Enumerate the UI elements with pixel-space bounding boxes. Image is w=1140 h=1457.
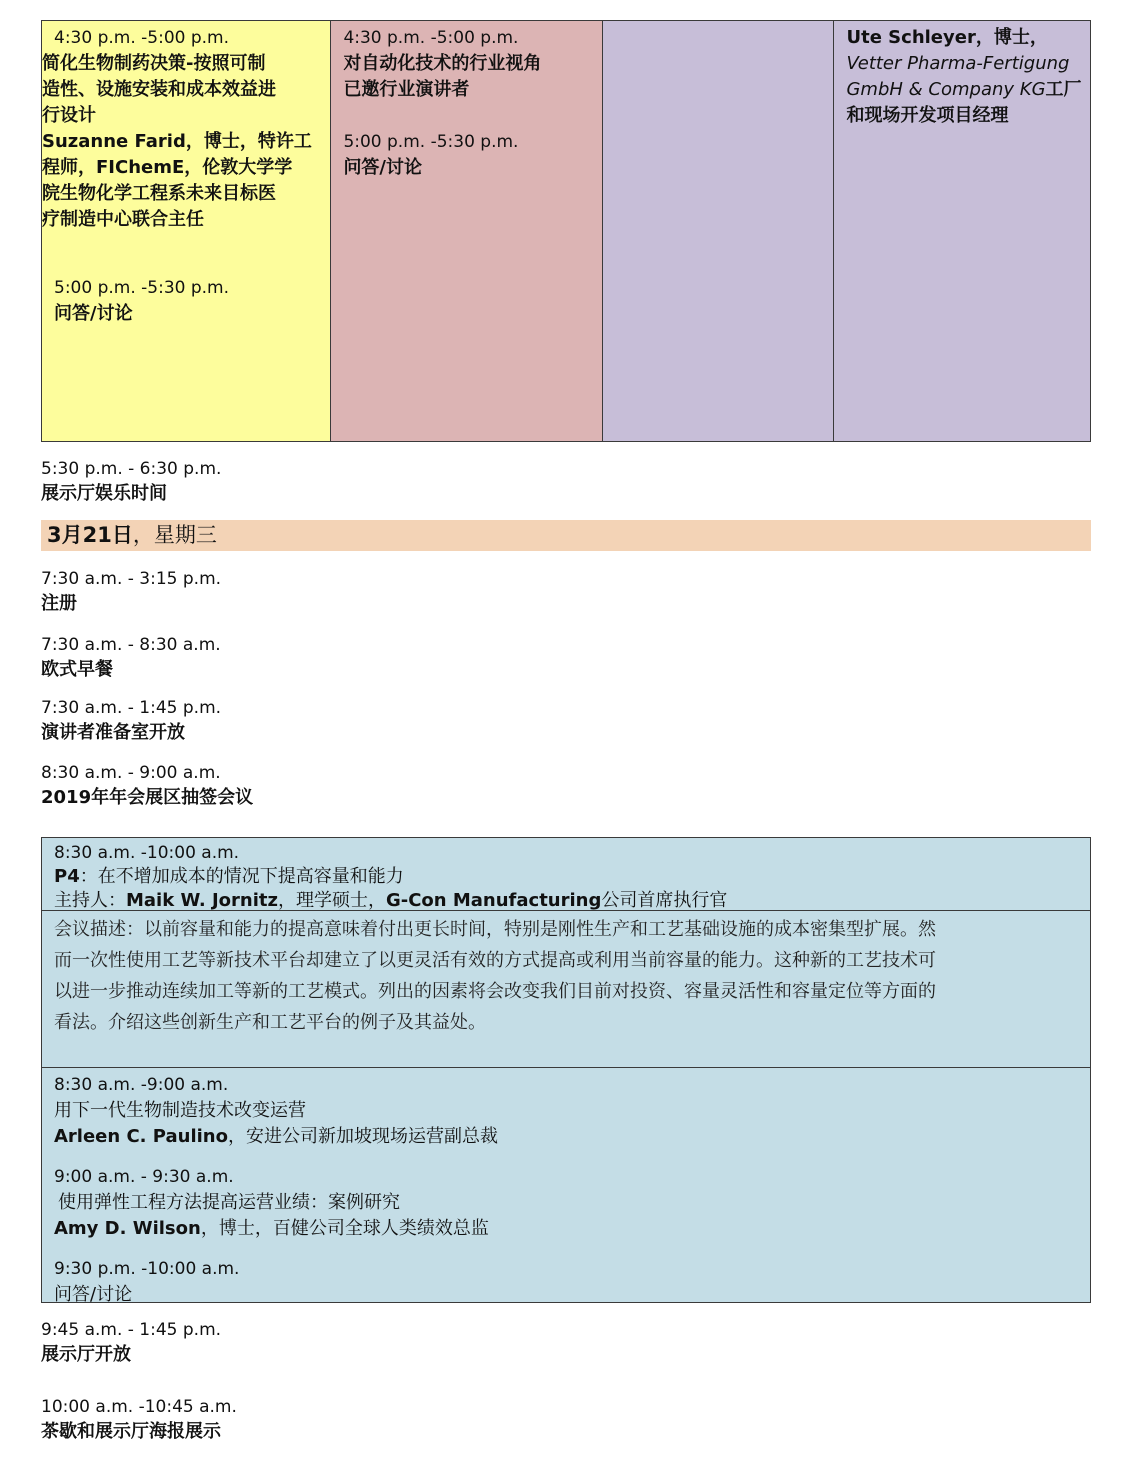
speaker-company: GmbH & Company KG	[846, 79, 1046, 100]
speaker-affiliation: 疗制造中心联合主任	[42, 209, 204, 230]
event-time: 8:30 a.m. - 9:00 a.m.	[41, 763, 221, 783]
speaker-credentials: 程师，	[42, 157, 96, 178]
day-weekday: ，星期三	[132, 523, 217, 547]
talk-item	[54, 1256, 1090, 1308]
qa-time: 5:00 p.m. -5:30 p.m.	[343, 132, 519, 152]
speaker-info: 已邀行业演讲者	[343, 79, 470, 100]
session-header	[42, 838, 1090, 911]
schedule-item	[41, 633, 1091, 683]
speaker-info	[42, 129, 330, 233]
moderator-credentials: ，理学硕士，	[277, 890, 386, 911]
qa-label: 问答/讨论	[54, 303, 133, 324]
talk-item	[54, 1164, 1090, 1242]
speaker-credentials: ，博士，特许工	[185, 131, 312, 152]
talk-title: 对自动化技术的行业视角	[343, 53, 542, 74]
speaker-role: 和现场开发项目经理	[846, 105, 1009, 126]
schedule-item	[41, 761, 1091, 811]
speaker-company-suffix: 工厂	[1045, 79, 1082, 100]
speaker-line	[42, 155, 330, 181]
event-title: 茶歇和展示厅海报展示	[41, 1421, 221, 1442]
talk-title: 使用弹性工程方法提高运营业绩：案例研究	[58, 1192, 400, 1213]
event-title: 注册	[41, 593, 77, 614]
talk-time: 9:00 a.m. - 9:30 a.m.	[54, 1167, 234, 1187]
speaker-affiliation: 院生物化学工程系未来目标医	[42, 183, 276, 204]
day-header	[41, 520, 1091, 551]
talk-title-line: 行设计	[42, 105, 96, 126]
speaker-credentials: ，博士，	[975, 27, 1048, 48]
session-code: P4	[54, 866, 80, 887]
event-title: 2019年年会展区抽签会议	[41, 787, 254, 808]
talk-speaker	[54, 1124, 1090, 1150]
moderator-label: 主持人：	[54, 890, 126, 911]
description-line: 以进一步推动连续加工等新的工艺模式。列出的因素将会改变我们目前对投资、容量灵活性和容量定位等方面的	[54, 981, 936, 1002]
speaker-credentials: FIChemE	[96, 157, 185, 178]
session-time: 8:30 a.m. -10:00 a.m.	[54, 843, 240, 863]
description-line: 而一次性使用工艺等新技术平台却建立了以更灵活有效的方式提高或利用当前容量的能力。这种新的工艺技术可	[54, 950, 936, 971]
description-line: 看法。介绍这些创新生产和工艺平台的例子及其益处。	[54, 1012, 486, 1033]
qa-label: 问答/讨论	[343, 157, 423, 178]
qa-time: 9:30 p.m. -10:00 a.m.	[54, 1259, 240, 1279]
speaker-affiliation: ，安进公司新加坡现场运营副总裁	[227, 1126, 498, 1147]
speaker-line	[42, 129, 330, 155]
schedule-item	[41, 457, 1091, 507]
event-time: 5:30 p.m. - 6:30 p.m.	[41, 459, 222, 479]
session-column-1	[42, 21, 331, 441]
session-title-text: ：在不增加成本的情况下提高容量和能力	[79, 866, 404, 887]
schedule-item	[41, 696, 1091, 746]
speaker-line	[846, 25, 1090, 51]
event-title: 展示厅开放	[41, 1344, 131, 1365]
event-time: 7:30 a.m. - 3:15 p.m.	[41, 569, 222, 589]
speaker-affiliation: ，博士，百健公司全球人类绩效总监	[200, 1218, 489, 1239]
session-column-4	[834, 21, 1090, 441]
session-description	[42, 911, 1090, 1068]
talk-title: 用下一代生物制造技术改变运营	[54, 1100, 306, 1121]
event-title: 展示厅娱乐时间	[41, 483, 167, 504]
schedule-item	[41, 1395, 1091, 1445]
event-time: 7:30 a.m. - 8:30 a.m.	[41, 635, 221, 655]
session-column-2	[331, 21, 603, 441]
description-line: 会议描述：以前容量和能力的提高意味着付出更长时间，特别是刚性生产和工艺基础设施的成本密集型扩展。然	[54, 919, 936, 940]
talk-title	[42, 51, 330, 129]
qa-label: 问答/讨论	[54, 1284, 133, 1305]
talk-time: 4:30 p.m. -5:00 p.m.	[343, 28, 519, 48]
moderator-role: 公司首席执行官	[601, 890, 728, 911]
session-p4	[41, 837, 1091, 1303]
qa-time: 5:00 p.m. -5:30 p.m.	[54, 278, 230, 298]
talk-speaker	[54, 1216, 1090, 1242]
session-column-3	[603, 21, 835, 441]
day-date: 3月21日	[47, 523, 133, 547]
event-time: 7:30 a.m. - 1:45 p.m.	[41, 698, 222, 718]
speaker-affiliation: ，伦敦大学学	[184, 157, 293, 178]
moderator-company: G-Con Manufacturing	[385, 890, 602, 911]
concurrent-sessions-table	[41, 20, 1091, 442]
speaker-company: Vetter Pharma-Fertigung	[846, 53, 1070, 74]
speaker-company-line	[846, 77, 1090, 103]
schedule-item	[41, 567, 1091, 617]
schedule-item	[41, 1318, 1091, 1368]
speaker-name: Ute Schleyer	[846, 27, 976, 48]
event-title: 欧式早餐	[41, 659, 113, 680]
session-talks	[42, 1068, 1090, 1308]
talk-title-line: 造性、设施安装和成本效益进	[42, 79, 276, 100]
speaker-name: Arleen C. Paulino	[54, 1126, 228, 1147]
event-time: 9:45 a.m. - 1:45 p.m.	[41, 1320, 222, 1340]
speaker-name: Suzanne Farid	[42, 131, 186, 152]
session-moderator	[54, 889, 1090, 913]
speaker-name: Amy D. Wilson	[54, 1218, 201, 1239]
talk-item	[54, 1072, 1090, 1150]
session-title	[54, 865, 1090, 889]
talk-title-line: 简化生物制药决策-按照可制	[42, 53, 266, 74]
moderator-name: Maik W. Jornitz	[126, 890, 278, 911]
event-time: 10:00 a.m. -10:45 a.m.	[41, 1397, 237, 1417]
talk-time: 8:30 a.m. -9:00 a.m.	[54, 1075, 229, 1095]
talk-time: 4:30 p.m. -5:00 p.m.	[54, 28, 230, 48]
event-title: 演讲者准备室开放	[41, 722, 185, 743]
